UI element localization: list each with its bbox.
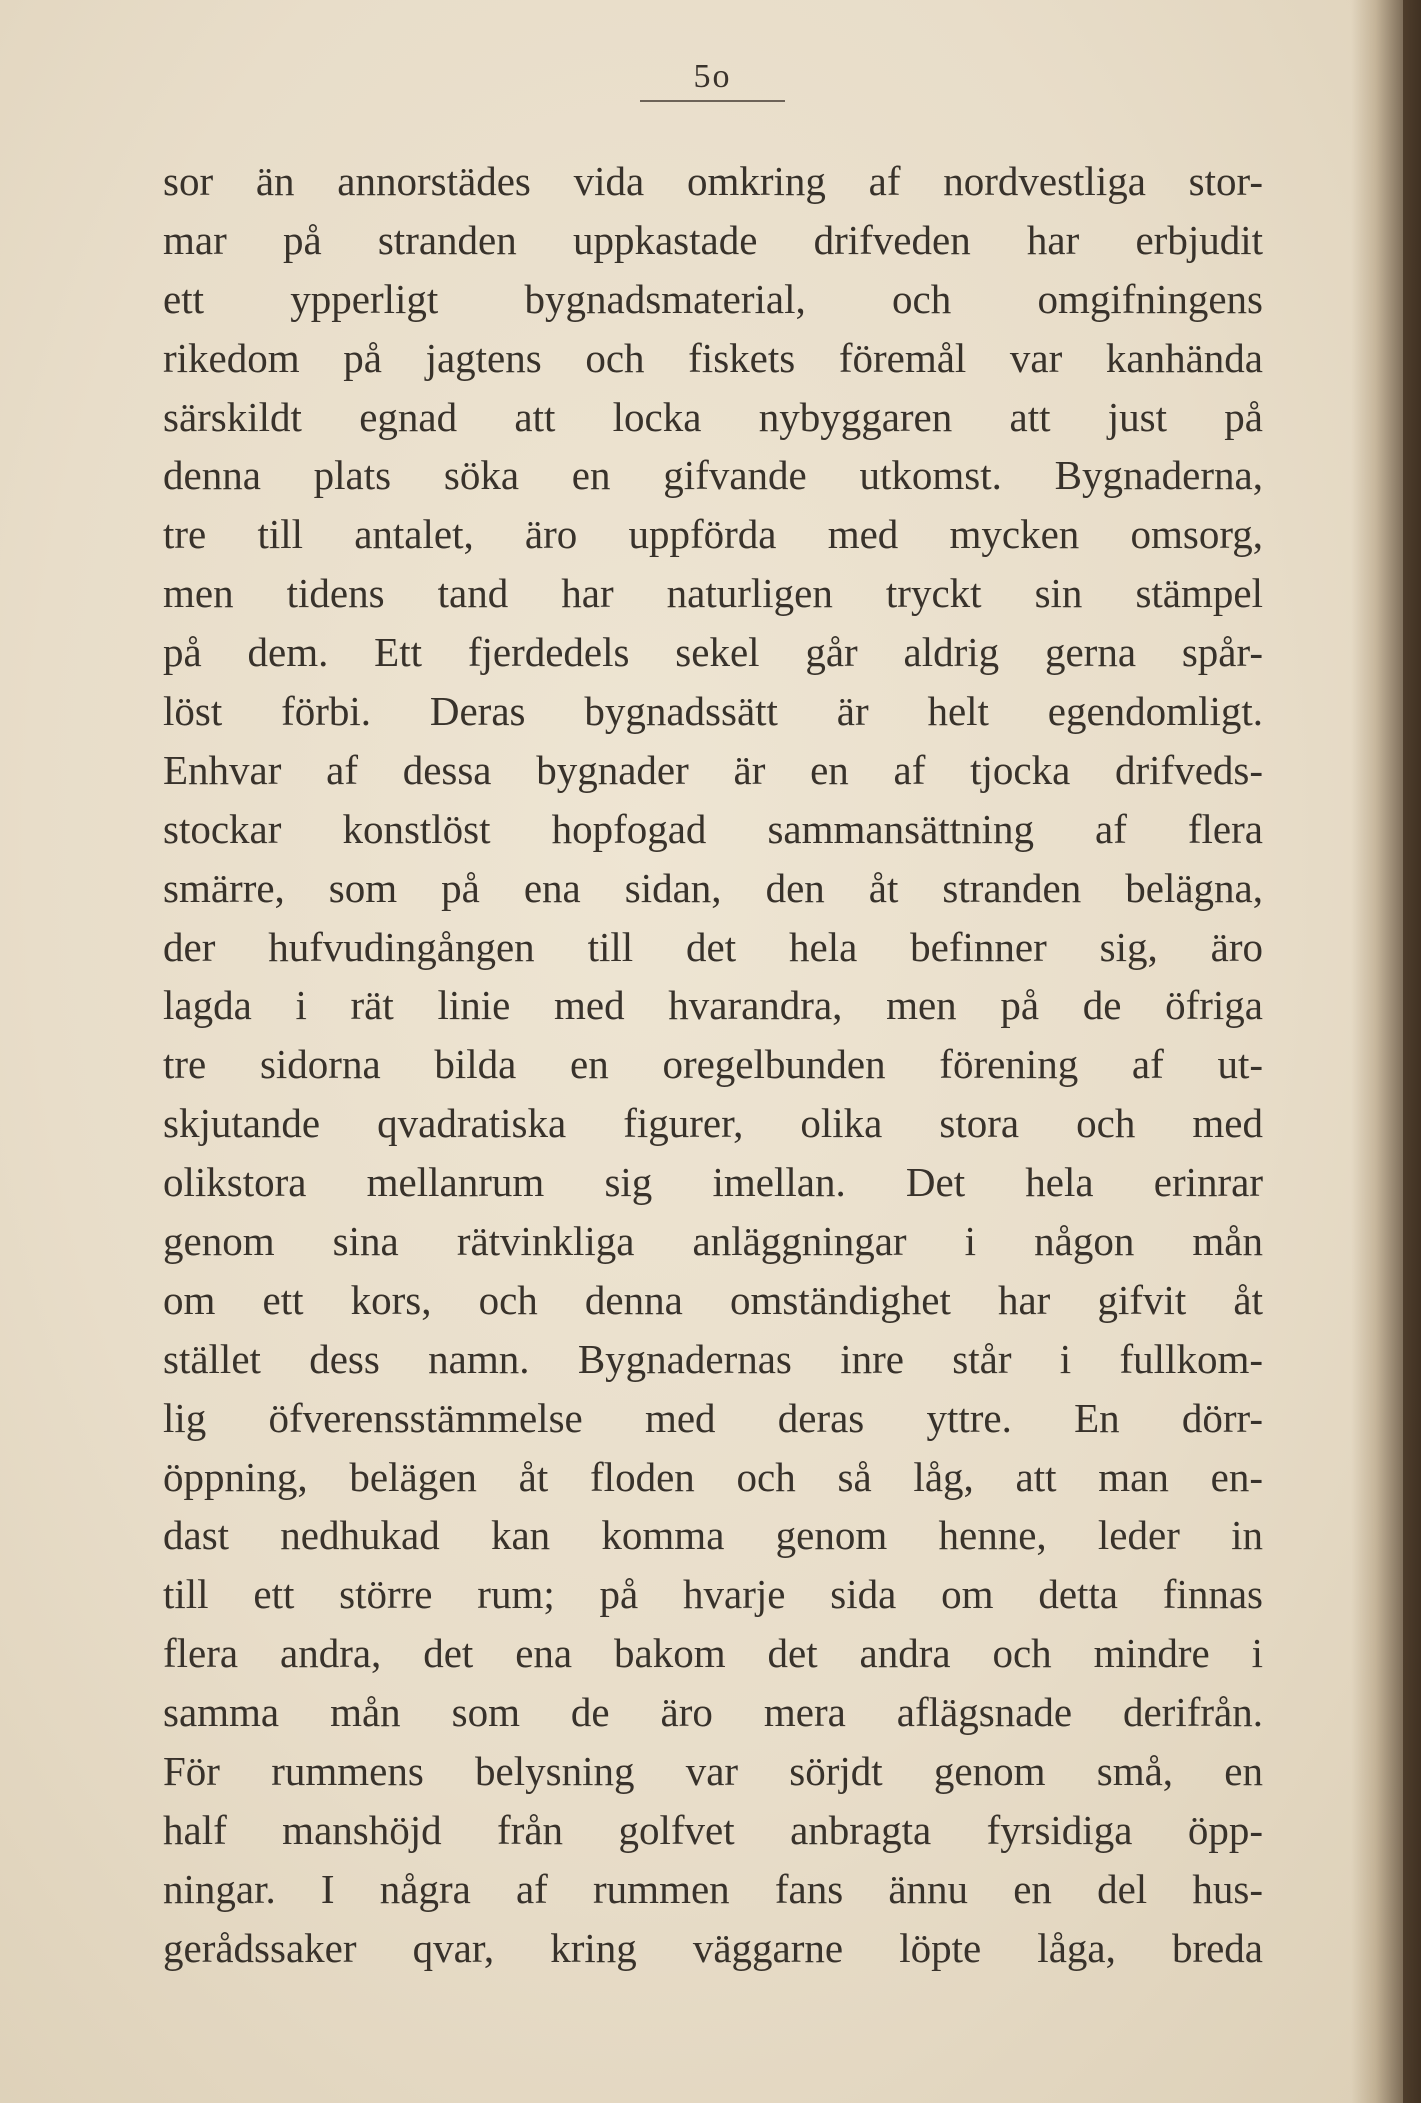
text-line: lig öfverensstämmelse med deras yttre. En dörr- — [163, 1394, 1263, 1441]
text-line: mar på stranden uppkastade drifveden har erbjudit — [163, 216, 1263, 263]
text-line: om ett kors, och denna omständighet har gifvit åt — [163, 1276, 1263, 1323]
text-line: Enhvar af dessa bygnader är en af tjocka drifveds- — [163, 746, 1263, 793]
page-number: 5o — [693, 58, 732, 95]
text-line: men tidens tand har naturligen tryckt sin stämpel — [163, 570, 1263, 617]
text-line: på dem. Ett fjerdedels sekel går aldrig gerna spår- — [163, 629, 1263, 676]
spine-edge — [1403, 0, 1421, 2103]
text-line: genom sina rätvinkliga anläggningar i någon mån — [163, 1218, 1263, 1265]
text-line: denna plats söka en gifvande utkomst. Bygnaderna, — [163, 452, 1263, 499]
text-line: olikstora mellanrum sig imellan. Det hela erinrar — [163, 1159, 1263, 1206]
text-line: dast nedhukad kan komma genom henne, leder in — [163, 1512, 1263, 1559]
text-line: ningar. I några af rummen fans ännu en del hus- — [163, 1865, 1263, 1912]
text-line: samma mån som de äro mera aflägsnade derifrån. — [163, 1689, 1263, 1736]
text-line: stället dess namn. Bygnadernas inre står i fullkom- — [163, 1335, 1263, 1382]
text-line: skjutande qvadratiska figurer, olika stora och med — [163, 1100, 1263, 1147]
text-line: ett ypperligt bygnadsmaterial, och omgifningens — [163, 275, 1263, 322]
text-line: tre till antalet, äro uppförda med mycken omsorg, — [163, 511, 1263, 558]
text-line: smärre, som på ena sidan, den åt stranden belägna, — [163, 864, 1263, 911]
text-line: särskildt egnad att locka nybyggaren att just på — [163, 393, 1263, 440]
text-line: till ett större rum; på hvarje sida om detta finnas — [163, 1571, 1263, 1618]
text-line: lagda i rät linie med hvarandra, men på de öfriga — [163, 982, 1263, 1029]
text-line: öppning, belägen åt floden och så låg, att man en- — [163, 1453, 1263, 1500]
body-text — [163, 152, 1263, 1978]
text-line: flera andra, det ena bakom det andra och mindre i — [163, 1630, 1263, 1677]
text-line: gerådssaker qvar, kring väggarne löpte låga, breda — [163, 1924, 1263, 1971]
text-line: rikedom på jagtens och fiskets föremål var kanhända — [163, 334, 1263, 381]
text-line: half manshöjd från golfvet anbragta fyrsidiga öpp- — [163, 1806, 1263, 1853]
text-line: För rummens belysning var sörjdt genom små, en — [163, 1748, 1263, 1795]
text-line: der hufvudingången till det hela befinner sig, äro — [163, 923, 1263, 970]
text-line: stockar konstlöst hopfogad sammansättning af flera — [163, 805, 1263, 852]
text-line: löst förbi. Deras bygnadssätt är helt egendomligt. — [163, 688, 1263, 735]
text-line: sor än annorstädes vida omkring af nordvestliga stor- — [163, 158, 1263, 204]
page-number-rule — [640, 100, 785, 102]
text-line: tre sidorna bilda en oregelbunden förening af ut- — [163, 1041, 1263, 1088]
